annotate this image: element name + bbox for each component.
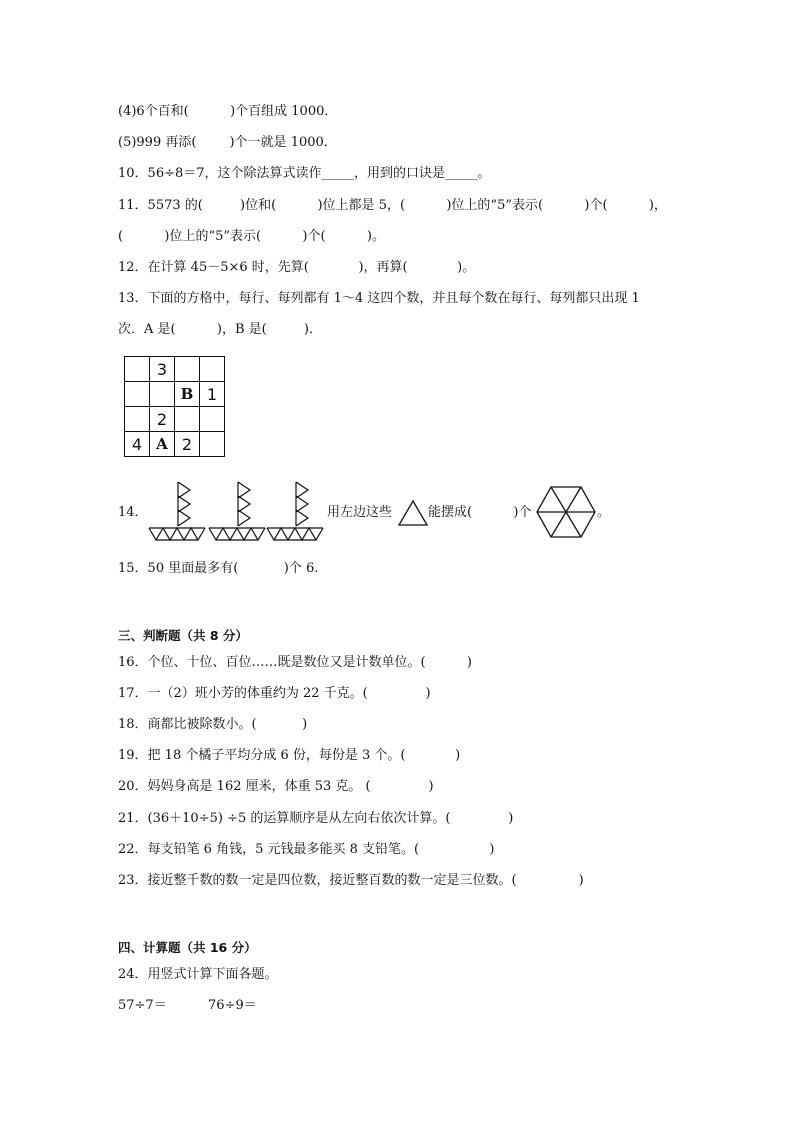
- q10: 10．56÷8＝7，这个除法算式读作_____，用到的口诀是_____。: [118, 166, 491, 181]
- q13-line2: 次．A 是( )，B 是( )．: [118, 322, 323, 337]
- q22: 22．每支铅笔 6 角钱，5 元钱最多能买 8 支铅笔。( ): [118, 842, 495, 857]
- grid-cell: A: [150, 432, 175, 457]
- grid-cell: [175, 357, 200, 382]
- grid-cell: 2: [150, 407, 175, 432]
- q14-text-a: 用左边这些: [327, 505, 393, 520]
- grid-cell: [125, 357, 150, 382]
- sailboat-triangles-figure: [148, 478, 318, 544]
- number-grid: [124, 356, 225, 457]
- grid-cell: [200, 407, 225, 432]
- grid-cell: [125, 407, 150, 432]
- section-3-heading: 三、判断题（共 8 分）: [118, 628, 248, 643]
- sailboat-3: [267, 482, 323, 540]
- grid-cell: 1: [200, 382, 225, 407]
- q17: 17．一（2）班小芳的体重约为 22 千克。( ): [118, 686, 431, 701]
- q24: 24．用竖式计算下面各题。: [118, 967, 278, 982]
- q11-line2: ( )位上的“5”表示( )个( )。: [118, 229, 385, 244]
- grid-cell: [150, 382, 175, 407]
- q14-text-b: 能摆成( )个: [428, 505, 532, 520]
- q21: 21．(36＋10÷5) ÷5 的运算顺序是从左向右依次计算。( ): [118, 811, 514, 826]
- q19: 19．把 18 个橘子平均分成 6 份，每份是 3 个。( ): [118, 748, 461, 763]
- section-4-heading: 四、计算题（共 16 分）: [118, 940, 257, 955]
- q15: 15．50 里面最多有( )个 6.: [118, 561, 319, 576]
- q11-line1: 11．5573 的( )位和( )位上都是 5，( )位上的“5”表示( )个( )，: [118, 198, 667, 213]
- sailboat-1: [149, 482, 205, 540]
- q16: 16．个位、十位、百位……既是数位又是计数单位。( ): [118, 655, 473, 670]
- grid-cell: 4: [125, 432, 150, 457]
- triangle-icon: [398, 500, 428, 526]
- sailboat-2: [209, 482, 265, 540]
- q23: 23．接近整千数的数一定是四位数，接近整百数的数一定是三位数。( ): [118, 873, 584, 888]
- grid-cell: [175, 407, 200, 432]
- q20: 20．妈妈身高是 162 厘米，体重 53 克。 ( ): [118, 779, 434, 794]
- grid-cell: [200, 432, 225, 457]
- q24-problems: 57÷7＝ 76÷9＝: [118, 998, 257, 1013]
- q13-line1: 13．下面的方格中，每行、每列都有 1～4 这四个数，并且每个数在每行、每列都只出现 1: [118, 291, 640, 306]
- grid-cell: B: [175, 382, 200, 407]
- grid-cell: [200, 357, 225, 382]
- grid-cell: 2: [175, 432, 200, 457]
- grid-cell: 3: [150, 357, 175, 382]
- grid-cell: [125, 382, 150, 407]
- q14-text-c: 。: [597, 505, 611, 520]
- q12: 12．在计算 45－5×6 时，先算( )，再算( )。: [118, 260, 476, 275]
- q14-number: 14．: [118, 505, 148, 520]
- q9-part5: (5)999 再添( )个一就是 1000．: [118, 135, 337, 150]
- q18: 18．商都比被除数小。( ): [118, 717, 308, 732]
- q9-part4: (4)6个百和( )个百组成 1000．: [118, 104, 338, 119]
- hexagon-of-triangles-figure: [536, 486, 596, 538]
